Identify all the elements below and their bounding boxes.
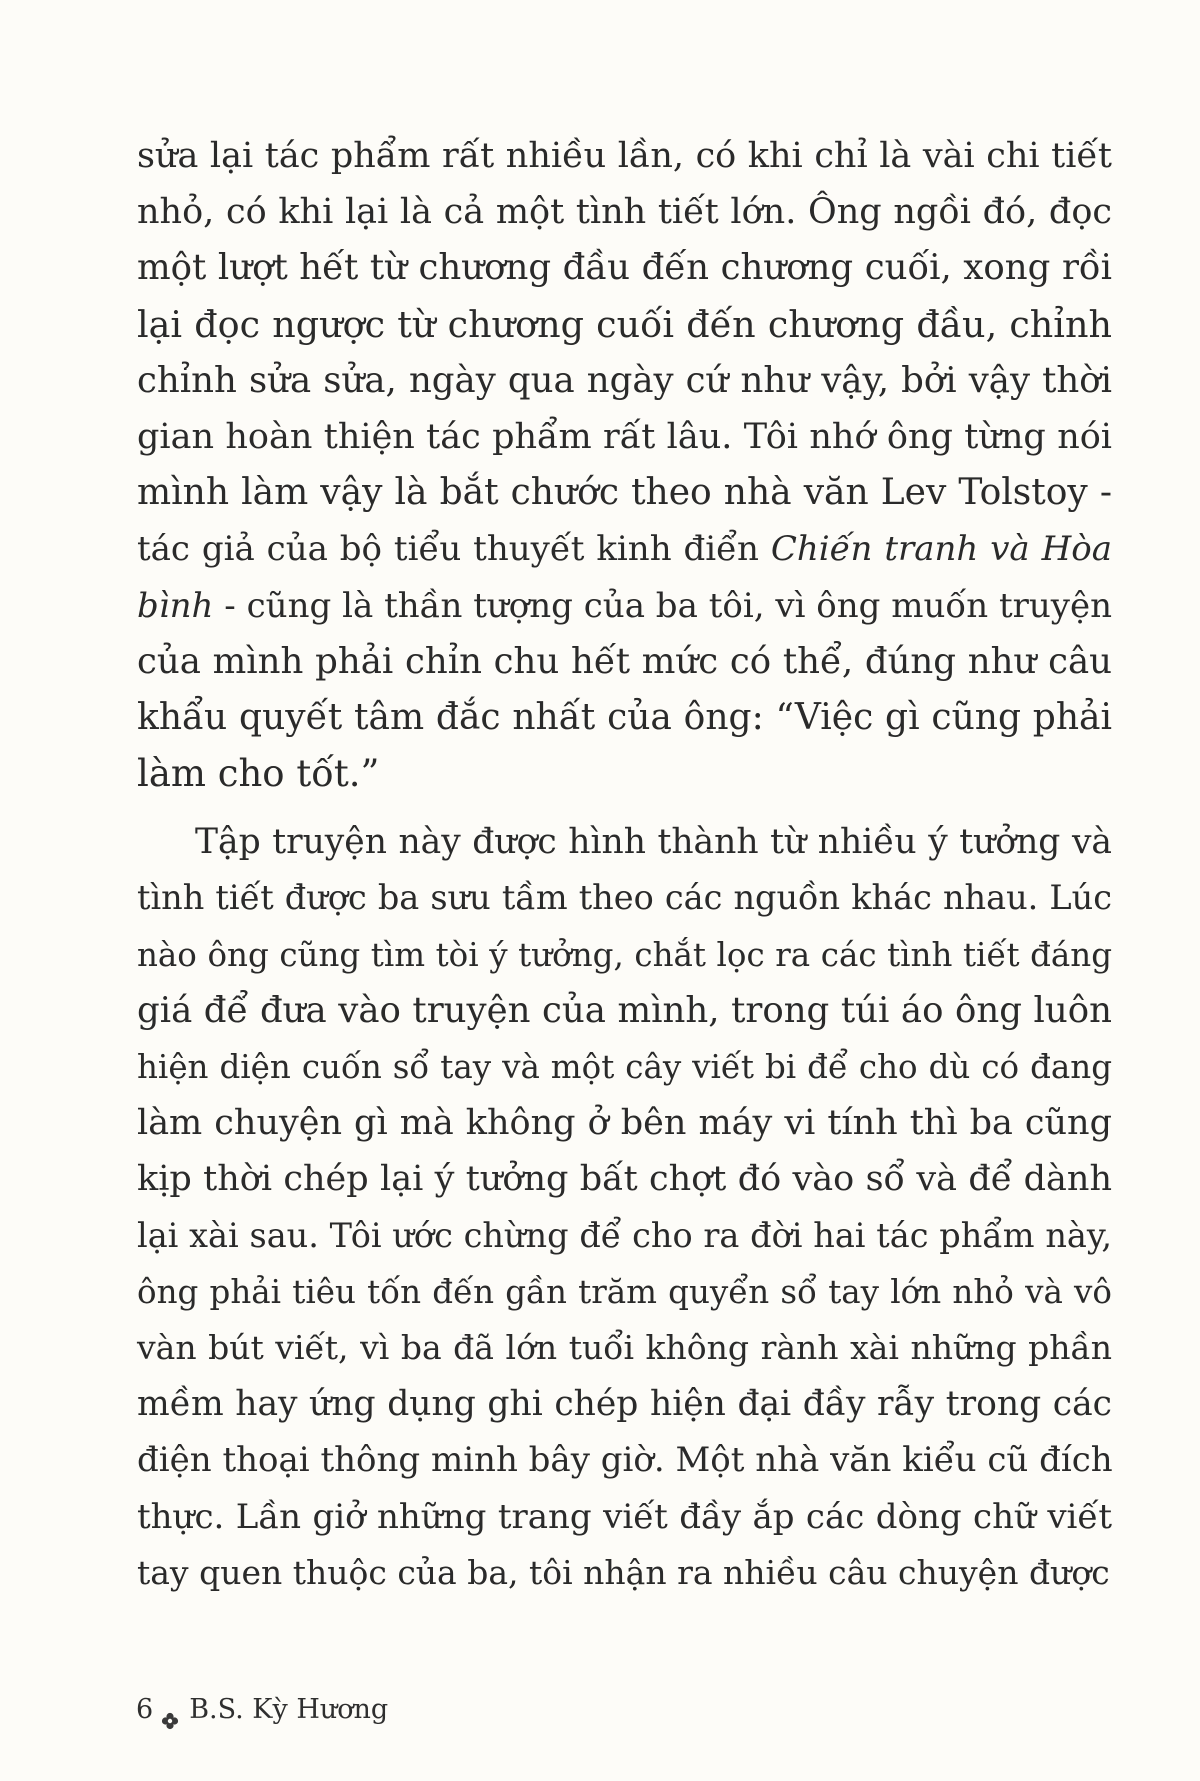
text-line <box>137 184 1112 240</box>
flower-ornament-icon <box>161 1702 179 1720</box>
text-segment: lại đọc ngược từ chương cuối đến chương đầu, chỉnh <box>137 302 1112 346</box>
text-segment: khẩu quyết tâm đắc nhất của ông: “Việc gì cũng phải <box>137 696 1112 738</box>
text-line <box>137 1208 1112 1264</box>
text-segment: tình tiết được ba sưu tầm theo các nguồn khác nhau. Lúc <box>137 878 1112 918</box>
paragraph <box>137 128 1112 802</box>
text-line <box>137 1039 1112 1095</box>
text-segment: nào ông cũng tìm tòi ý tưởng, chắt lọc ra các tình tiết đáng <box>137 935 1112 974</box>
paragraph-gap <box>137 802 1112 814</box>
text-line <box>137 465 1112 521</box>
author-name: B.S. Kỳ Hương <box>189 1694 389 1725</box>
text-line <box>137 1432 1112 1488</box>
text-segment: tay quen thuộc của ba, tôi nhận ra nhiều câu chuyện được <box>137 1552 1110 1592</box>
text-line <box>137 1320 1112 1376</box>
text-line <box>137 353 1112 409</box>
text-segment: mình làm vậy là bắt chước theo nhà văn Lev Tolstoy - <box>137 472 1112 514</box>
text-segment: tác giả của bộ tiểu thuyết kinh điển <box>137 529 771 570</box>
text-segment: của mình phải chỉn chu hết mức có thể, đúng như câu <box>137 640 1112 682</box>
paragraph <box>137 814 1112 1601</box>
text-segment: giá để đưa vào truyện của mình, trong túi áo ông luôn <box>137 989 1112 1031</box>
text-line <box>137 409 1112 465</box>
text-line <box>137 297 1112 353</box>
text-line <box>137 1376 1112 1432</box>
text-line <box>137 1489 1112 1545</box>
italic-title-segment: bình <box>137 585 214 626</box>
text-line <box>137 746 1112 802</box>
text-segment: chỉnh sửa sửa, ngày qua ngày cứ như vậy, bởi vậy thời <box>137 359 1112 401</box>
text-segment: mềm hay ứng dụng ghi chép hiện đại đầy rẫy trong các <box>137 1384 1112 1425</box>
text-segment: vàn bút viết, vì ba đã lớn tuổi không rành xài những phần <box>137 1327 1112 1367</box>
text-segment: gian hoàn thiện tác phẩm rất lâu. Tôi nhớ ông từng nói <box>137 416 1112 457</box>
text-segment: - cũng là thần tượng của ba tôi, vì ông muốn truyện <box>213 585 1112 626</box>
text-segment: một lượt hết từ chương đầu đến chương cuối, xong rồi <box>137 247 1112 289</box>
page-number: 6 <box>136 1694 154 1725</box>
text-segment: sửa lại tác phẩm rất nhiều lần, có khi chỉ là vài chi tiết <box>137 136 1112 176</box>
text-segment: làm cho tốt.” <box>137 752 380 796</box>
body-text <box>137 128 1112 1601</box>
text-line <box>137 983 1112 1039</box>
text-segment: hiện diện cuốn sổ tay và một cây viết bi để cho dù có đang <box>137 1048 1112 1086</box>
text-line <box>137 240 1112 296</box>
text-line <box>137 128 1112 184</box>
page-footer <box>136 1690 388 1730</box>
text-segment: làm chuyện gì mà không ở bên máy vi tính thì ba cũng <box>137 1103 1112 1144</box>
text-line <box>137 521 1112 577</box>
text-line <box>137 578 1112 634</box>
text-segment: kịp thời chép lại ý tưởng bất chợt đó vào sổ và để dành <box>137 1159 1112 1200</box>
text-line <box>137 1151 1112 1207</box>
text-line <box>137 1264 1112 1320</box>
text-segment: lại xài sau. Tôi ước chừng để cho ra đời hai tác phẩm này, <box>137 1215 1112 1255</box>
text-segment: nhỏ, có khi lại là cả một tình tiết lớn. Ông ngồi đó, đọc <box>137 192 1112 233</box>
text-segment: thực. Lần giở những trang viết đầy ắp các dòng chữ viết <box>137 1496 1112 1537</box>
text-line <box>137 1545 1112 1601</box>
text-segment: điện thoại thông minh bây giờ. Một nhà văn kiểu cũ đích <box>137 1440 1113 1481</box>
text-line <box>137 634 1112 690</box>
text-line <box>137 814 1112 870</box>
text-segment: ông phải tiêu tốn đến gần trăm quyển sổ tay lớn nhỏ và vô <box>137 1272 1112 1311</box>
text-line <box>137 690 1112 746</box>
text-line <box>137 1095 1112 1151</box>
italic-title-segment: Chiến tranh và Hòa <box>770 529 1112 570</box>
text-line <box>137 927 1112 983</box>
text-line <box>137 870 1112 926</box>
text-segment: Tập truyện này được hình thành từ nhiều ý tưởng và <box>195 822 1112 863</box>
